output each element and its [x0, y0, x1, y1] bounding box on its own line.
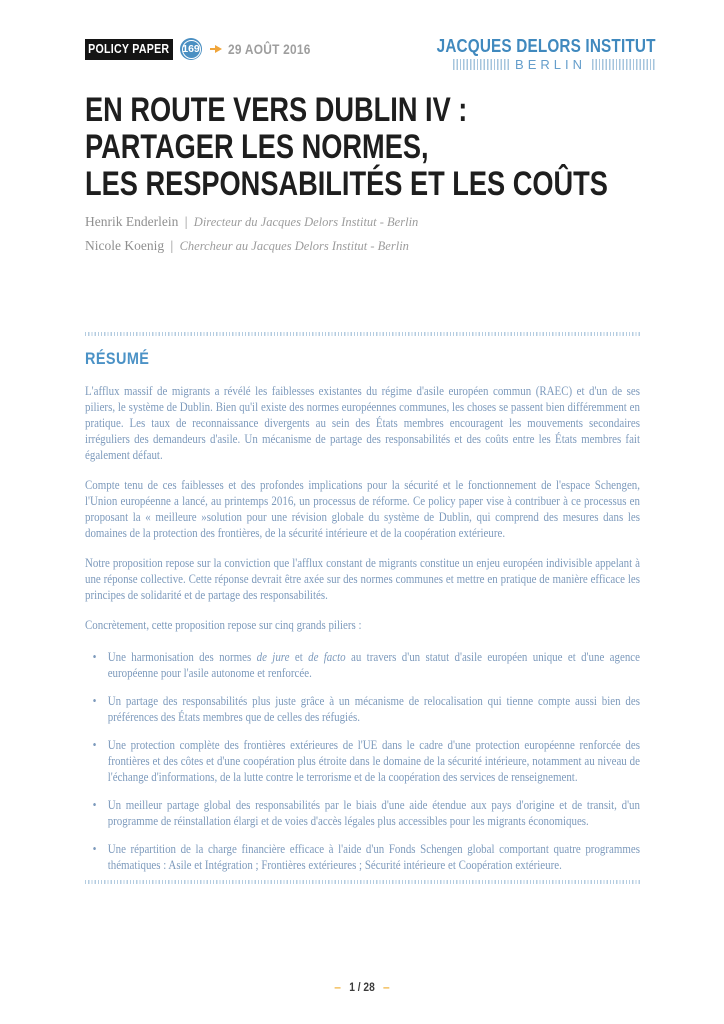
- bullet-marker: •: [92, 693, 97, 708]
- bullet-text: Une répartition de la charge financière efficace à l'aide d'un Fonds Schengen global comportant quatre programmes thématiques : Asile et Intégration ; Frontières extérieures ; Sécurité intérieure et Coopération extérieure.: [107, 841, 640, 872]
- title-line-1: EN ROUTE VERS DUBLIN IV :: [85, 91, 468, 129]
- bullet-text: et: [289, 649, 309, 664]
- barcode-right-icon: [592, 59, 656, 70]
- bullet-text-italic: de jure: [256, 649, 290, 664]
- bullet-marker: •: [92, 841, 97, 856]
- author-row: [85, 210, 640, 234]
- footer-dash-right: –: [383, 980, 390, 994]
- footer-dash-left: –: [334, 980, 341, 994]
- arrow-head: [215, 45, 222, 53]
- author-separator: |: [170, 238, 174, 253]
- bullet-marker: •: [92, 737, 97, 752]
- paragraph: Notre proposition repose sur la conviction que l'afflux constant de migrants constitue un enjeu européen indivisible appelant à une réponse collective. Cette réponse devrait être axée sur des normes communes et mettre en pratique de manière efficace les principes de solidarité et de partage des responsabilités.: [85, 555, 640, 602]
- author-separator: |: [184, 214, 188, 229]
- author-role: Chercheur au Jacques Delors Institut - Berlin: [179, 239, 409, 253]
- resume-paragraphs: [85, 383, 640, 633]
- bullet-item: [85, 693, 640, 725]
- bullet-marker: •: [92, 649, 97, 664]
- publication-date: 29 AOÛT 2016: [228, 41, 311, 57]
- bullet-text: Un partage des responsabilités plus juste grâce à un mécanisme de relocalisation qui tienne compte aussi bien des préférences des États membres que de celles des réfugiés.: [107, 693, 640, 724]
- header: [85, 36, 656, 72]
- divider-bottom: [85, 880, 640, 884]
- author-row: [85, 234, 640, 258]
- bullet-marker: •: [92, 797, 97, 812]
- paragraph: L'afflux massif de migrants a révélé les faiblesses existantes du régime d'asile européen commun (RAEC) et d'un de ses piliers, le système de Dublin. Bien qu'il existe des normes européennes communes, les choses se passent bien différemment en pratique. Les taux de reconnaissance divergents au sein des États membres encouragent les mouvements secondaires irréguliers des demandeurs d'asile. Un mécanisme de partage des responsabilités et des coûts entre les États membres fait également défaut.: [85, 383, 640, 462]
- author-name: Henrik Enderlein: [85, 214, 179, 229]
- issue-info: [85, 38, 325, 60]
- resume-body: [85, 383, 640, 873]
- title-line-3: LES RESPONSABILITÉS ET LES COÛTS: [85, 165, 608, 203]
- bullet-item: [85, 649, 640, 681]
- bullet-item: [85, 841, 640, 873]
- paragraph: Compte tenu de ces faiblesses et des profondes implications pour la sécurité et le fonctionnement de l'espace Schengen, l'Union européenne a lancé, au printemps 2016, un processus de réforme. Ce policy paper vise à contribuer à ce processus en proposant la « meilleure »solution pour une révision globale du système de Dublin, qui comprend des mesures dans les domaines de la protection des frontières, de la sécurité intérieure et de la coopération extérieure.: [85, 477, 640, 540]
- resume-bullet-list: [85, 649, 640, 873]
- bullet-item: [85, 737, 640, 785]
- policy-paper-label: POLICY PAPER: [88, 42, 170, 56]
- bullet-text-italic: de facto: [308, 649, 346, 664]
- bullet-text: Un meilleur partage global des responsabilités par le biais d'une aide étendue aux pays d'origine et de transit, d'un programme de réinstallation élargi et de voies d'accès légales plus accessibles pour les migrants économiques.: [107, 797, 640, 828]
- page-footer: [0, 978, 724, 996]
- policy-paper-badge: [85, 39, 173, 60]
- author-name: Nicole Koenig: [85, 238, 165, 253]
- authors: [85, 210, 640, 258]
- logo-city-row: [398, 59, 656, 70]
- page-indicator: 1 / 28: [349, 980, 375, 994]
- resume-heading: RÉSUMÉ: [85, 349, 150, 368]
- logo-institute-name: JACQUES DELORS INSTITUT: [437, 36, 656, 56]
- bullet-text: Une harmonisation des normes: [107, 649, 257, 664]
- author-role: Directeur du Jacques Delors Institut - Berlin: [193, 215, 419, 229]
- paper-title: [85, 92, 645, 203]
- bullet-text: au travers d'un statut d'asile européen unique et d'une agence européenne pour l'asile autonome et renforcée.: [107, 649, 641, 680]
- title-line-2: PARTAGER LES NORMES,: [85, 128, 429, 166]
- bullet-text: Une protection complète des frontières extérieures de l'UE dans le cadre d'une protection européenne renforcée des frontières et des côtes et d'une coopération plus étroite dans le domaine de la sécurité intérieure, notamment au niveau de l'échange d'informations, de la lutte contre le terrorisme et de la coopération des services de renseignement.: [107, 737, 640, 784]
- arrow-icon: [210, 45, 222, 53]
- logo-city: BERLIN: [515, 57, 586, 72]
- barcode-left-icon: [453, 59, 509, 70]
- paragraph: Concrètement, cette proposition repose sur cinq grands piliers :: [85, 617, 362, 632]
- issue-number-badge: 169: [180, 38, 202, 60]
- divider-top: [85, 332, 640, 336]
- institute-logo: [398, 36, 656, 70]
- bullet-item: [85, 797, 640, 829]
